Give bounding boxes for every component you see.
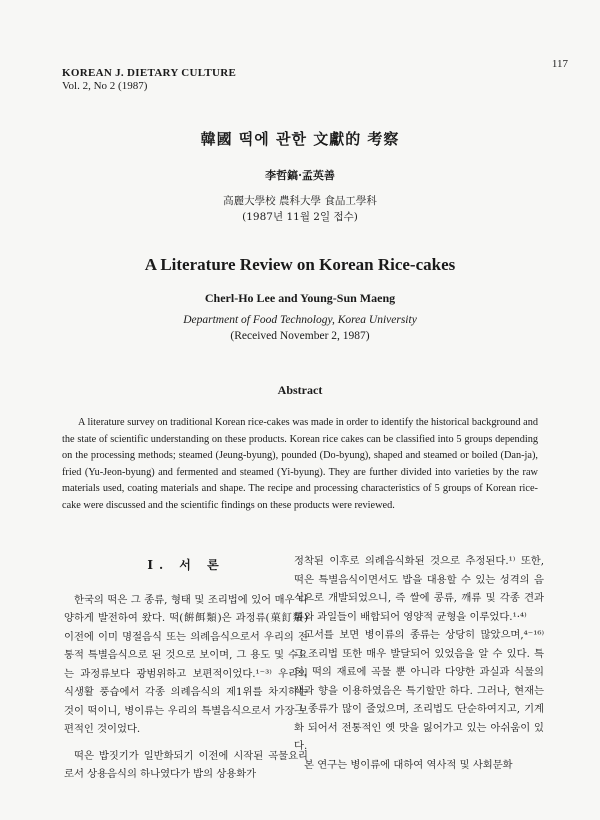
body-right-column bbox=[294, 552, 544, 774]
body-paragraph: 한국의 떡은 그 종류, 형태 및 조리법에 있어 매우 다양하게 발전하여 왔다. 떡(餠餌類)은 과정류(菓飣類) 이전에 이미 명절음식 또는 의례음식으로서 우리의 전통적 특별음식으로 된 것으로 보이며, 그 용도 및 수요는 과정류보다 광범위하고 보편적이었다.¹⁻³⁾ 우리의 식생활 풍습에서 각종 의례음식의 제1위를 차지하는 것이 떡이니, 병이류는 우리의 특별음식으로서 가장 보편적인 것이었다. bbox=[64, 593, 308, 735]
body-left-column bbox=[64, 556, 308, 784]
english-received-date: (Received November 2, 1987) bbox=[230, 330, 370, 342]
abstract-text: A literature survey on traditional Korean rice-cakes was made in order to identify the historical background and the state of scientific understanding on these products. Korean rice cakes can be classified into 5 groups depending on the processing methods; steamed (Jeung-byung), pounded (Do-byung), shaped and steamed or boiled (Dan-ja), fried (Yu-Jeon-byung) and fermented and steamed (Yi-byung). They are further divided into varieties by the raw materials used, coating materials and shape. The recipe and processing characteristics of 5 groups of Korean rice-cake were discussed and the scientific findings on these products were reviewed. bbox=[62, 417, 538, 511]
body-paragraph: 고서를 보면 병이류의 종류는 상당히 많았으며,⁴⁻¹⁶⁾ 그 조리법 또한 매우 발달되어 있었음을 알 수 있다. 특히, 떡의 재료에 곡물 뿐 아니라 다양한 과실과 식물의 색과 향을 이용하였음은 특기할만 하다. 그러나, 현재는 그 종류가 많이 줄었으며, 조리법도 단순하여지고, 기계화 되어서 전통적인 옛 맛을 잃어가고 있는 아쉬움이 있다. bbox=[294, 629, 544, 752]
english-authors: Cherl-Ho Lee and Young-Sun Maeng bbox=[204, 291, 396, 305]
abstract-heading: Abstract bbox=[277, 383, 323, 397]
korean-title: 韓國 떡에 관한 文獻的 考察 bbox=[200, 130, 400, 148]
korean-received-date: (1987년 11월 2일 접수) bbox=[242, 211, 358, 223]
journal-header bbox=[62, 67, 236, 93]
english-affiliation-block bbox=[0, 312, 600, 344]
korean-affiliation: 高麗大學校 農科大學 食品工學科 bbox=[223, 195, 377, 207]
body-paragraph: 정착된 이후로 의례음식화된 것으로 추정된다.¹⁾ 또한, 떡은 특별음식이면서도 밥을 대용할 수 있는 성격의 음식으로 개발되었으니, 즉 쌀에 콩류, 깨류 및 각종 견과류와 과일들이 배합되어 영양적 균형을 이루었다.¹·⁴⁾ bbox=[294, 555, 544, 623]
english-affiliation: Department of Food Technology, Korea University bbox=[183, 314, 417, 326]
english-title: A Literature Review on Korean Rice-cakes bbox=[144, 255, 456, 274]
page-number: 117 bbox=[551, 58, 568, 70]
korean-authors: 李哲鎬·孟英善 bbox=[265, 169, 335, 182]
body-paragraph: 떡은 밥짓기가 일반화되기 이전에 시작된 곡물요리로서 상용음식의 하나였다가 밥의 상용화가 bbox=[64, 749, 308, 780]
body-paragraph: 본 연구는 병이류에 대하여 역사적 및 사회문화 bbox=[304, 758, 513, 771]
journal-name: KOREAN J. DIETARY CULTURE bbox=[62, 67, 237, 79]
korean-affiliation-block bbox=[0, 193, 600, 225]
section-heading-introduction: I. 서 론 bbox=[147, 558, 225, 572]
journal-volume: Vol. 2, No 2 (1987) bbox=[62, 80, 148, 92]
